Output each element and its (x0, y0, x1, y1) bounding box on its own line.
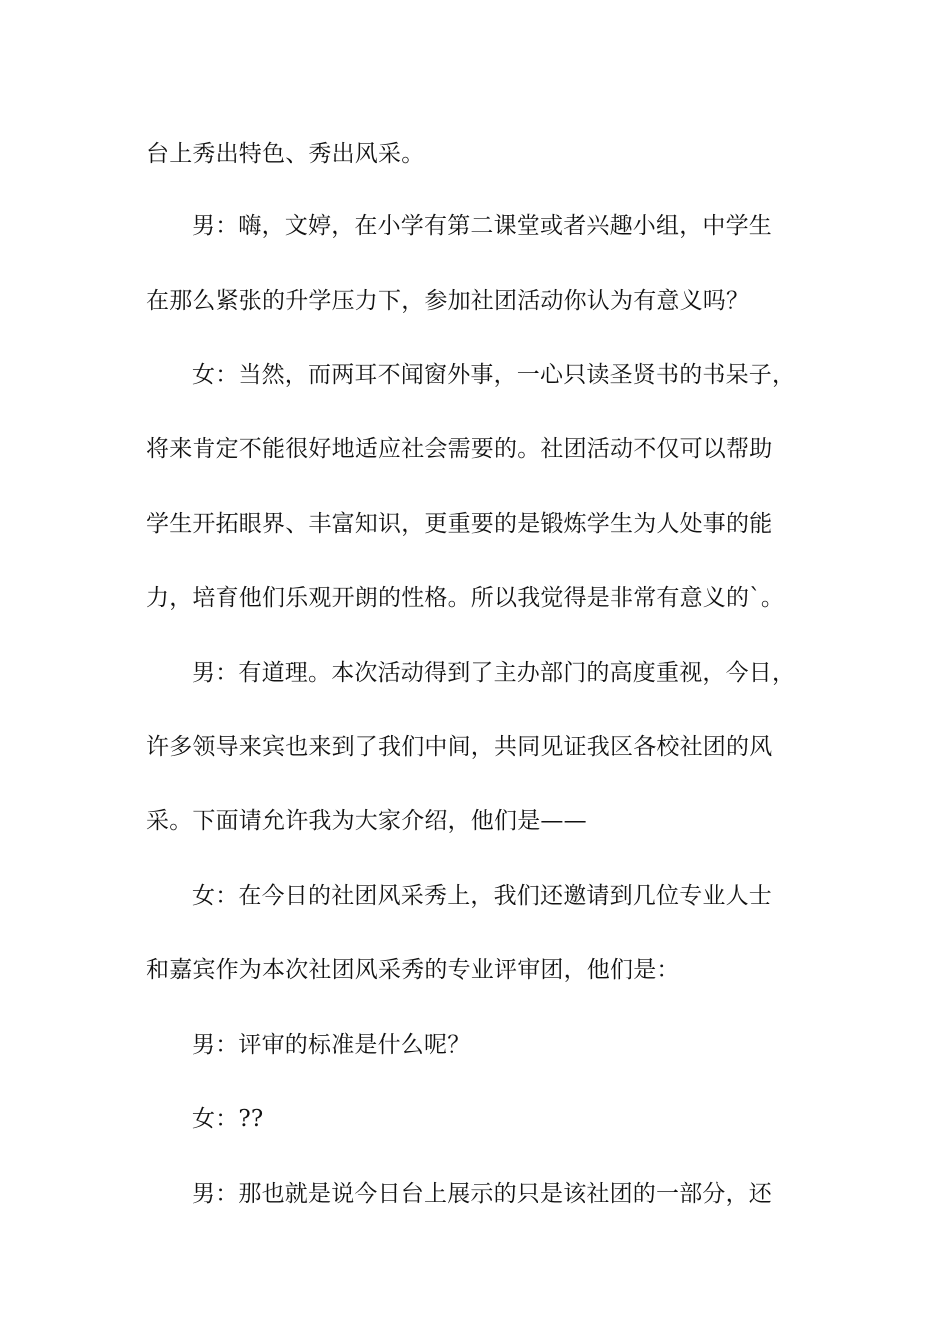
text-line: 将来肯定不能很好地适应社会需要的。社团活动不仅可以帮助 (146, 436, 773, 462)
text-line: 采。下面请允许我为大家介绍，他们是—— (146, 808, 587, 834)
text-line: 男：有道理。本次活动得到了主办部门的高度重视，今日， (192, 660, 796, 686)
text-line: 许多领导来宾也来到了我们中间，共同见证我区各校社团的风 (146, 734, 773, 760)
text-line: 学生开拓眼界、丰富知识，更重要的是锻炼学生为人处事的能 (146, 511, 773, 537)
text-line: 女：在今日的社团风采秀上，我们还邀请到几位专业人士 (192, 883, 772, 909)
text-line: 力，培育他们乐观开朗的性格。所以我觉得是非常有意义的`。 (146, 585, 785, 611)
text-line: 台上秀出特色、秀出风采。 (146, 141, 425, 167)
text-line: 男：那也就是说今日台上展示的只是该社团的一部分，还 (192, 1181, 772, 1207)
text-line: 女：当然，而两耳不闻窗外事，一心只读圣贤书的书呆子， (192, 362, 796, 388)
text-line: 女：?? (192, 1106, 264, 1132)
text-line: 男：嗨，文婷，在小学有第二课堂或者兴趣小组，中学生 (192, 213, 772, 239)
text-line: 和嘉宾作为本次社团风采秀的专业评审团，他们是： (146, 957, 680, 983)
text-line: 男：评审的标准是什么呢？ (192, 1032, 471, 1058)
text-line: 在那么紧张的升学压力下，参加社团活动你认为有意义吗？ (146, 288, 750, 314)
